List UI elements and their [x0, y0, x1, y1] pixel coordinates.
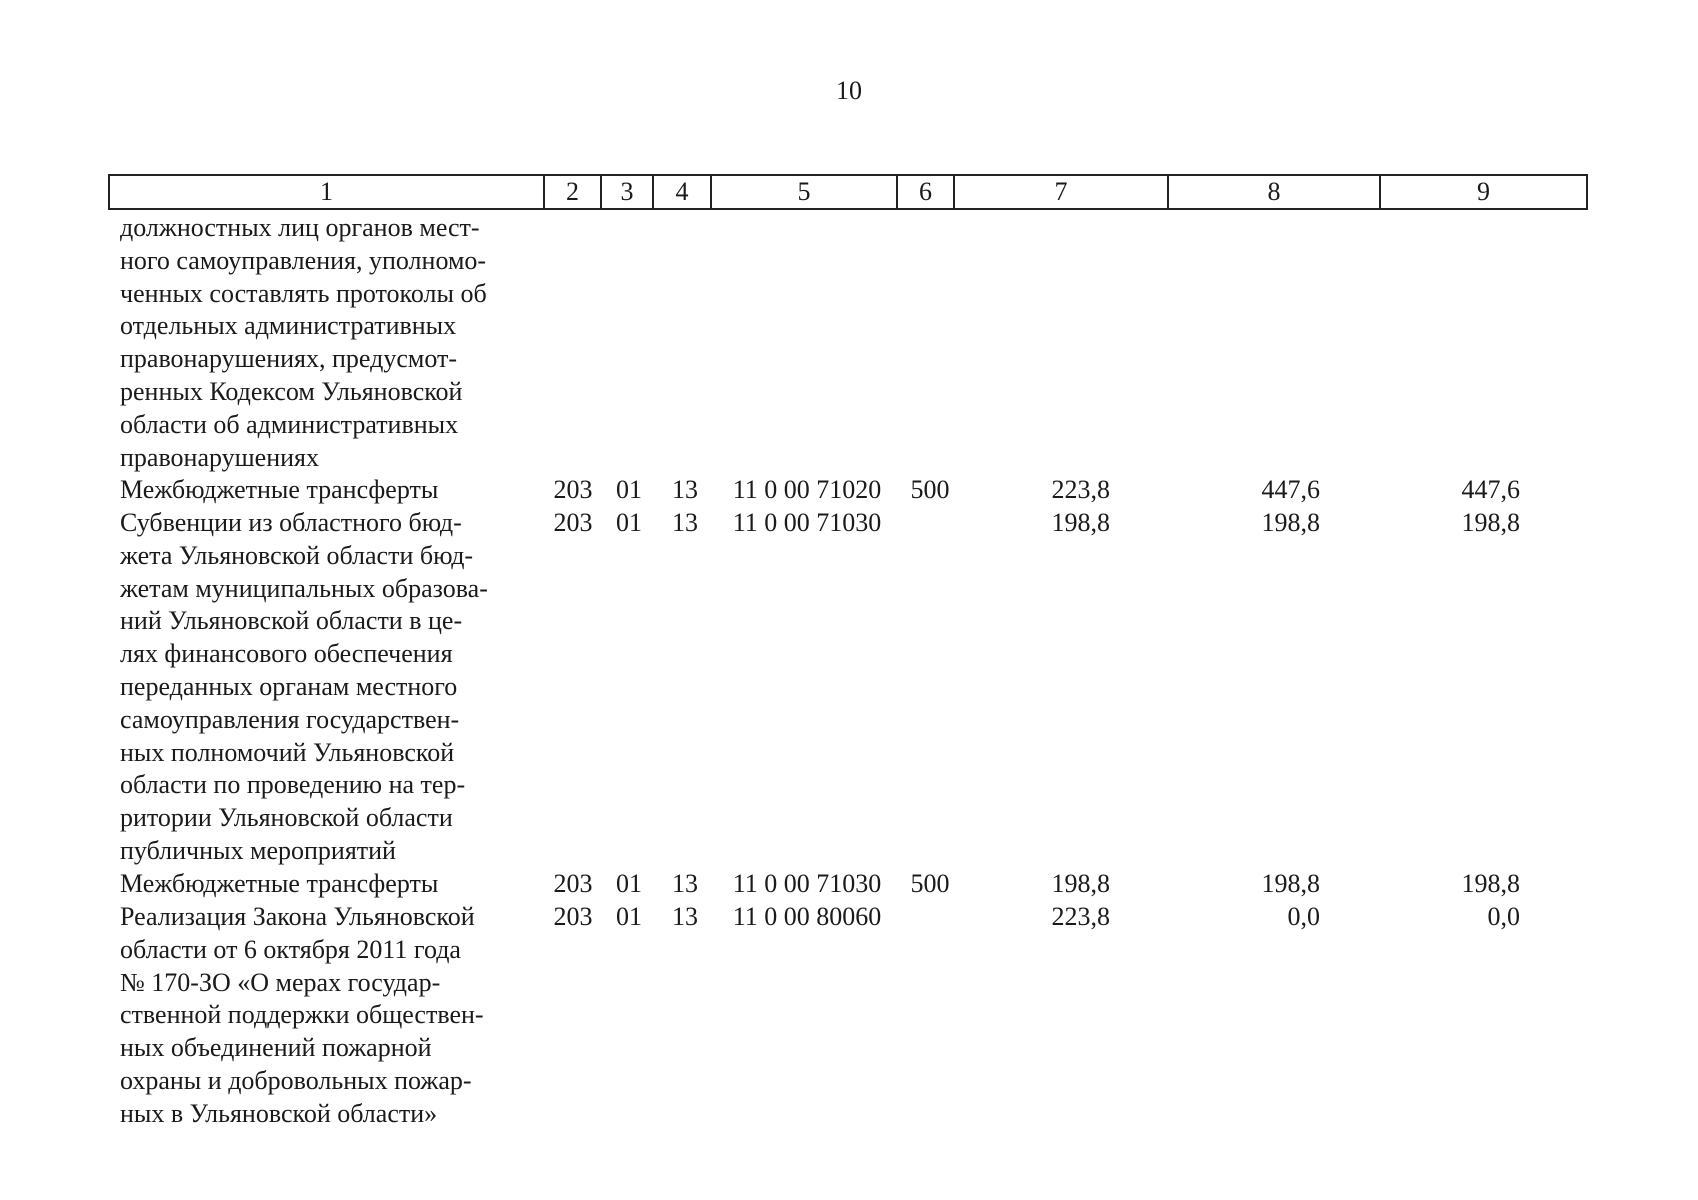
header-col-7: 7 — [954, 175, 1168, 209]
row-target-article: 11 0 00 71020 — [732, 475, 882, 504]
row-expense-type: 500 — [910, 869, 950, 898]
row-amount-col8: 198,8 — [1261, 508, 1320, 537]
header-col-5: 5 — [711, 175, 897, 209]
row-amount-col9: 447,6 — [1461, 475, 1520, 504]
row-amount-col7: 223,8 — [1051, 475, 1110, 504]
row-subsection-code: 13 — [672, 902, 698, 931]
row-subsection-code: 13 — [672, 869, 698, 898]
row-amount-col9: 198,8 — [1461, 869, 1520, 898]
row-subsection-code: 13 — [672, 475, 698, 504]
row-amount-col7: 223,8 — [1051, 902, 1110, 931]
row-section-code: 01 — [616, 475, 642, 504]
row-amount-col8: 198,8 — [1261, 869, 1320, 898]
row-amount-col8: 447,6 — [1261, 475, 1320, 504]
row-expense-type: 500 — [910, 475, 950, 504]
row-description: Межбюджетные трансферты — [120, 869, 439, 898]
header-col-9: 9 — [1380, 175, 1587, 209]
row-target-article: 11 0 00 71030 — [732, 869, 882, 898]
row-target-article: 11 0 00 80060 — [732, 902, 882, 931]
row-admin-code: 203 — [553, 508, 593, 537]
header-col-6: 6 — [897, 175, 954, 209]
row-amount-col8: 0,0 — [1287, 902, 1320, 931]
header-col-3: 3 — [601, 175, 653, 209]
row-target-article: 11 0 00 71030 — [732, 508, 882, 537]
row-subsection-code: 13 — [672, 508, 698, 537]
row-description: Субвенции из областного бюд- жета Ульяновской области бюд- жетам муниципальных образова- ний Ульяновской области в це- лях финансового обеспечения переданных органам местного самоуправления государствен- ных полномочий Ульяновской области по проведению на тер- ритории Ульяновской области публичных мероприятий — [120, 508, 488, 865]
row-amount-col7: 198,8 — [1051, 869, 1110, 898]
column-header-table — [108, 174, 1588, 210]
row-amount-col9: 0,0 — [1487, 902, 1520, 931]
row-amount-col7: 198,8 — [1051, 508, 1110, 537]
row-admin-code: 203 — [553, 902, 593, 931]
row-section-code: 01 — [616, 869, 642, 898]
row-description: Реализация Закона Ульяновской области от 6 октября 2011 года № 170-ЗО «О мерах государ- ственной поддержки обществен- ных объединений пожарной охраны и добровольных пожар- ных в Ульяновской области» — [120, 902, 484, 1128]
row-description: Межбюджетные трансферты — [120, 475, 439, 504]
row-section-code: 01 — [616, 902, 642, 931]
row-description: должностных лиц органов мест- ного самоуправления, уполномо- ченных составлять протоколы об отдельных административных правонарушениях, предусмот- ренных Кодексом Ульяновской области об административных правонарушениях — [120, 213, 487, 472]
header-col-4: 4 — [653, 175, 711, 209]
page-number: 10 — [836, 76, 862, 105]
row-admin-code: 203 — [553, 475, 593, 504]
header-col-2: 2 — [544, 175, 601, 209]
row-admin-code: 203 — [553, 869, 593, 898]
header-col-8: 8 — [1168, 175, 1380, 209]
row-section-code: 01 — [616, 508, 642, 537]
row-amount-col9: 198,8 — [1461, 508, 1520, 537]
header-col-1: 1 — [109, 175, 544, 209]
